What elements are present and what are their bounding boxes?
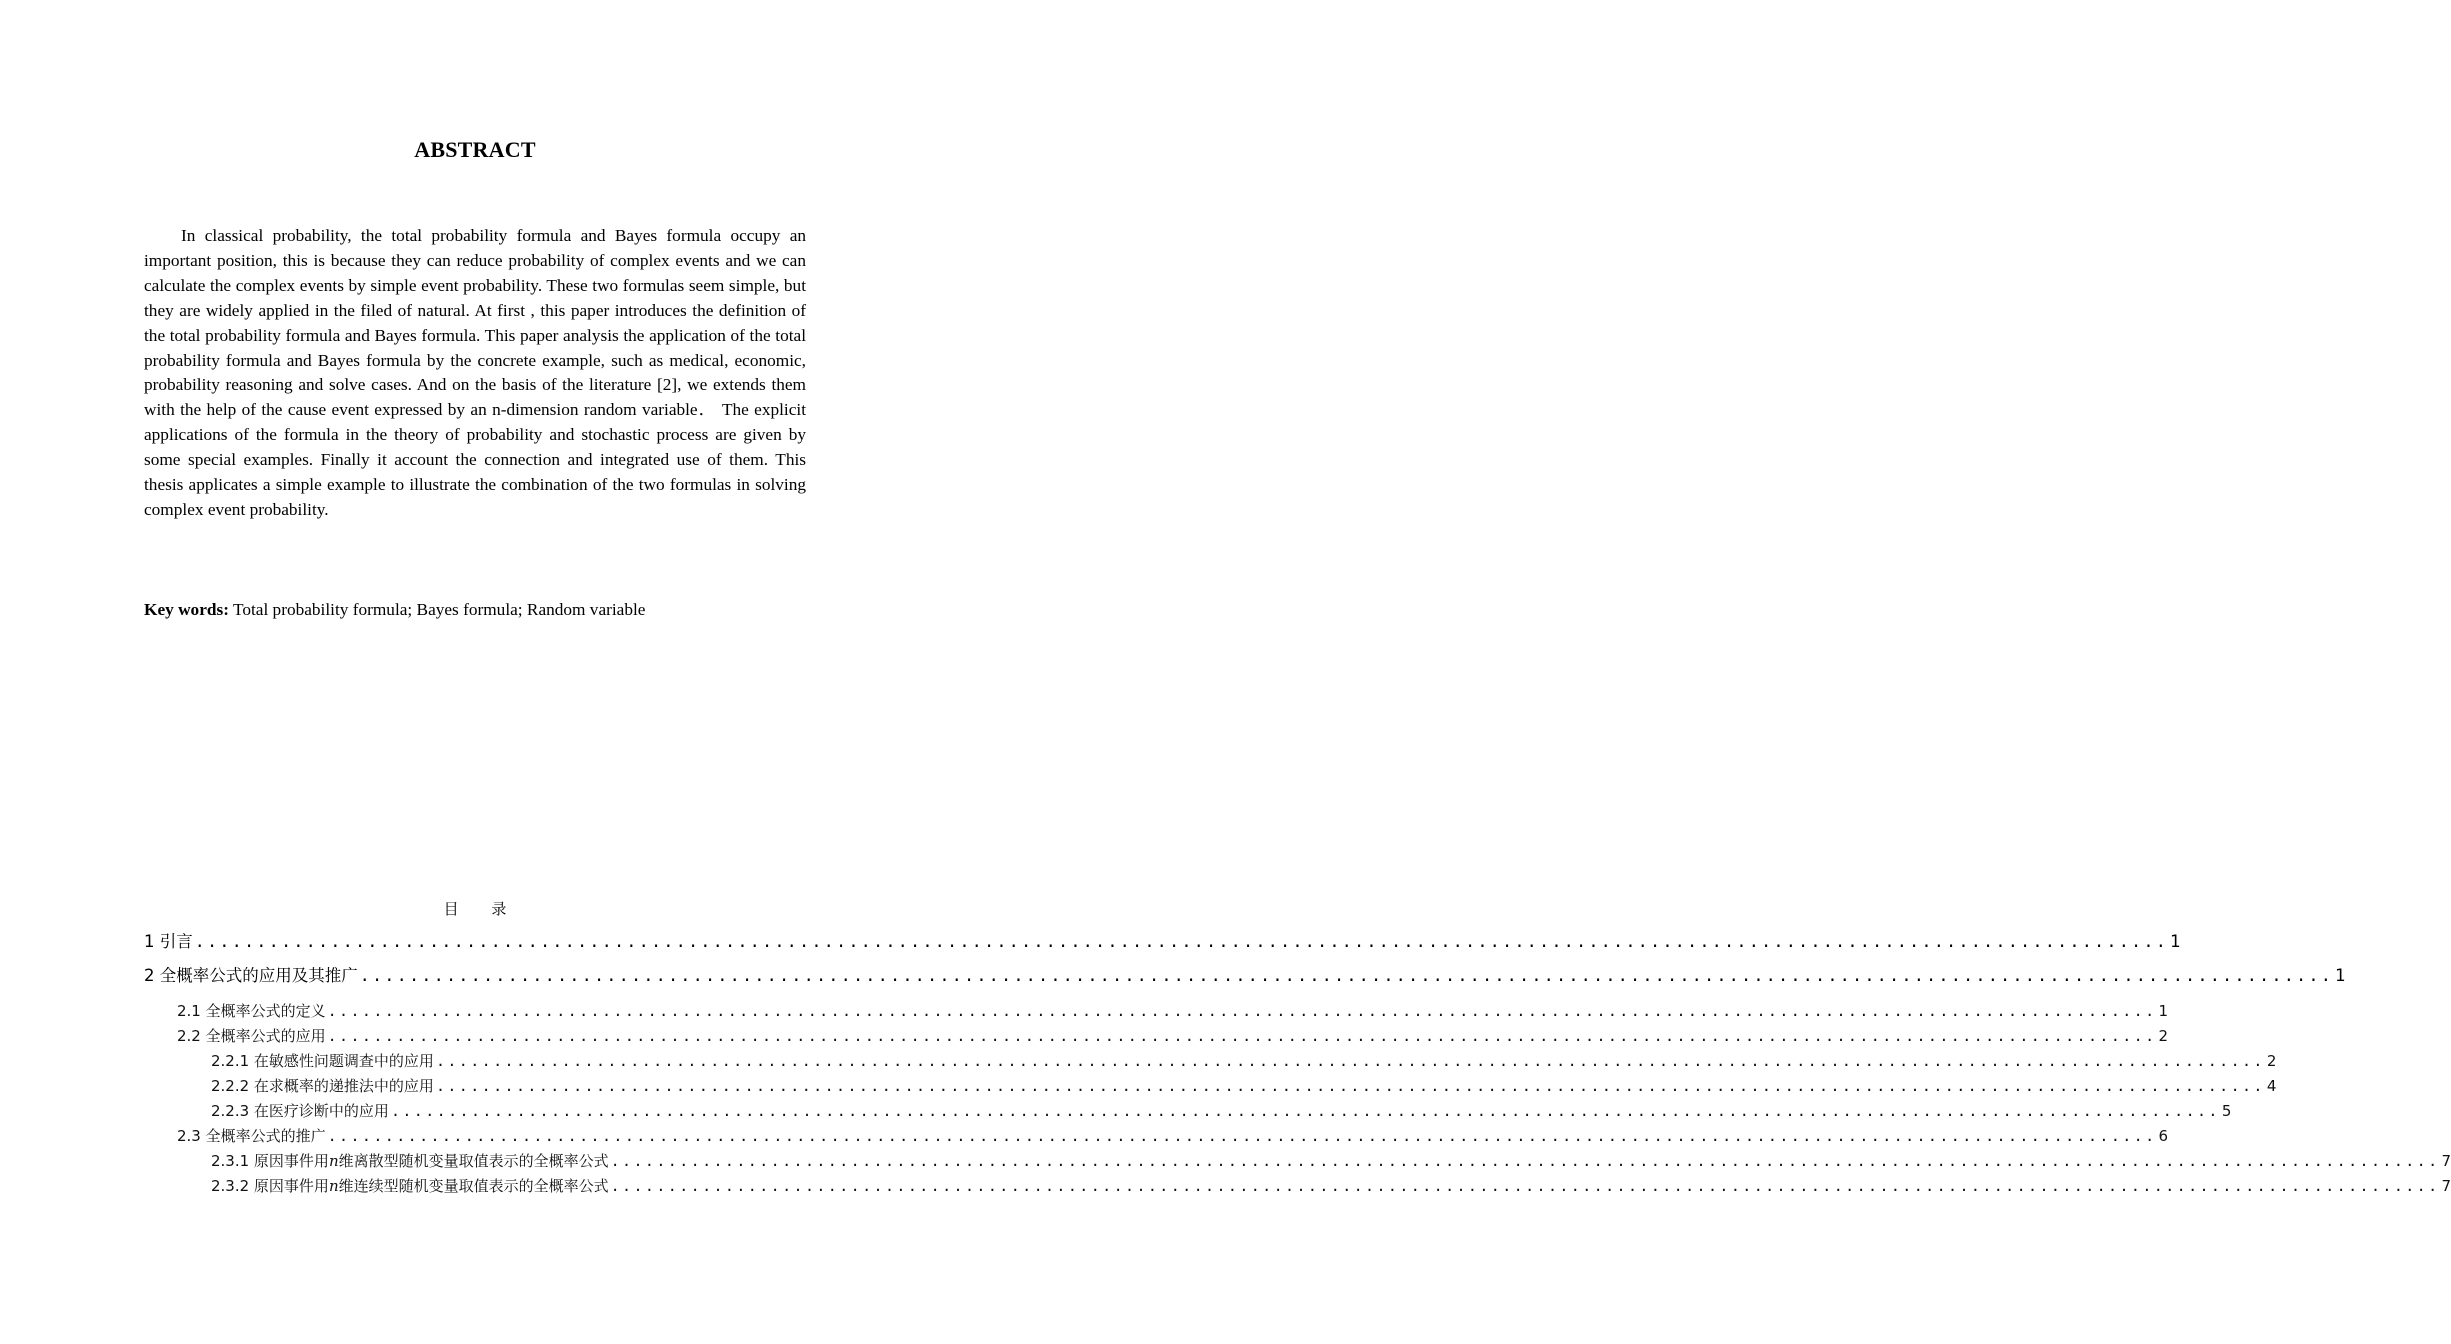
- keywords-text: Total probability formula; Bayes formula; Random variable: [228, 600, 646, 619]
- toc-entry-2-2-3[interactable]: [211, 1100, 2232, 1122]
- toc-entry-text: 1 引言: [144, 932, 193, 951]
- toc-page-number: 6: [2158, 1127, 2169, 1145]
- toc-dot-leader: ................................................................................................................................................................: [435, 1052, 2265, 1070]
- toc-page-number: 7: [2441, 1152, 2451, 1170]
- toc-dot-leader: ................................................................................................................................................................: [327, 1002, 2157, 1020]
- toc-dot-leader: ................................................................................................................................................................: [194, 932, 2169, 951]
- abstract-title: ABSTRACT: [414, 137, 536, 162]
- toc-dot-leader: ................................................................................................................................................................: [359, 966, 2334, 985]
- toc-entry-text: 2 全概率公式的应用及其推广: [144, 966, 358, 985]
- toc-dot-leader: ................................................................................................................................................................: [390, 1102, 2220, 1120]
- toc-entry-text-after: 维连续型随机变量取值表示的全概率公式: [338, 1177, 609, 1195]
- variable-n: n: [328, 1152, 339, 1170]
- toc-page-number: 4: [2266, 1077, 2277, 1095]
- toc-entry-text: 2.2 全概率公式的应用: [177, 1027, 326, 1045]
- toc-page-number: 7: [2441, 1177, 2451, 1195]
- toc-entry-chapter-2[interactable]: [144, 964, 2346, 988]
- toc-entry-text: 2.2.3 在医疗诊断中的应用: [211, 1102, 389, 1120]
- toc-entry-text: [211, 1150, 609, 1172]
- toc-page-number: 1: [2158, 1002, 2169, 1020]
- toc-entry-text-before: 2.3.2 原因事件用: [211, 1177, 329, 1195]
- toc-entry-2-3-1[interactable]: [211, 1150, 2451, 1172]
- toc-entry-text: 2.1 全概率公式的定义: [177, 1002, 326, 1020]
- toc-dot-leader: ................................................................................................................................................................: [435, 1077, 2265, 1095]
- toc-title: 目 录: [443, 900, 521, 918]
- toc-page-number: 1: [2170, 932, 2181, 951]
- variable-n: n: [328, 1177, 339, 1195]
- toc-entry-2-2-1[interactable]: [211, 1050, 2277, 1072]
- keywords-line: [144, 598, 806, 622]
- toc-entry-text: [211, 1175, 609, 1197]
- toc-entry-text-after: 维离散型随机变量取值表示的全概率公式: [338, 1152, 609, 1170]
- toc-entry-2-1[interactable]: [177, 1000, 2169, 1022]
- toc-dot-leader: ................................................................................................................................................................: [610, 1177, 2440, 1195]
- toc-entry-2-2-2[interactable]: [211, 1075, 2277, 1097]
- abstract-paragraph: In classical probability, the total probability formula and Bayes formula occupy an important position, this is because they can reduce probability of complex events and we can calculate the complex events by simple event probability. These two formulas seem simple, but they are widely applied in the filed of natural. At first , this paper introduces the definition of the total probability formula and Bayes formula. This paper analysis the application of the total probability formula and Bayes formula by the concrete example, such as medical, economic, probability reasoning and solve cases. And on the basis of the literature [2], we extends them with the help of the cause event expressed by an n-dimension random variable． The explicit applications of the formula in the theory of probability and stochastic process are given by some special examples. Finally it account the connection and integrated use of them. This thesis applicates a simple example to illustrate the combination of the two formulas in solving complex event probability.: [144, 226, 806, 519]
- toc-entry-text: 2.2.1 在敏感性问题调查中的应用: [211, 1052, 434, 1070]
- toc-entry-text: 2.2.2 在求概率的递推法中的应用: [211, 1077, 434, 1095]
- toc-page-number: 5: [2221, 1102, 2232, 1120]
- toc-dot-leader: ................................................................................................................................................................: [327, 1127, 2157, 1145]
- toc-page-number: 2: [2266, 1052, 2277, 1070]
- toc-entry-text: 2.3 全概率公式的推广: [177, 1127, 326, 1145]
- toc-entry-2-3-2[interactable]: [211, 1175, 2451, 1197]
- toc-page-number: 1: [2335, 966, 2346, 985]
- toc-entry-2-3[interactable]: [177, 1125, 2169, 1147]
- keywords-label: Key words:: [144, 600, 229, 619]
- toc-entry-2-2[interactable]: [177, 1025, 2169, 1047]
- toc-dot-leader: ................................................................................................................................................................: [327, 1027, 2157, 1045]
- toc-entry-introduction[interactable]: [144, 930, 2181, 954]
- toc-entry-text-before: 2.3.1 原因事件用: [211, 1152, 329, 1170]
- toc-page-number: 2: [2158, 1027, 2169, 1045]
- toc-dot-leader: ................................................................................................................................................................: [610, 1152, 2440, 1170]
